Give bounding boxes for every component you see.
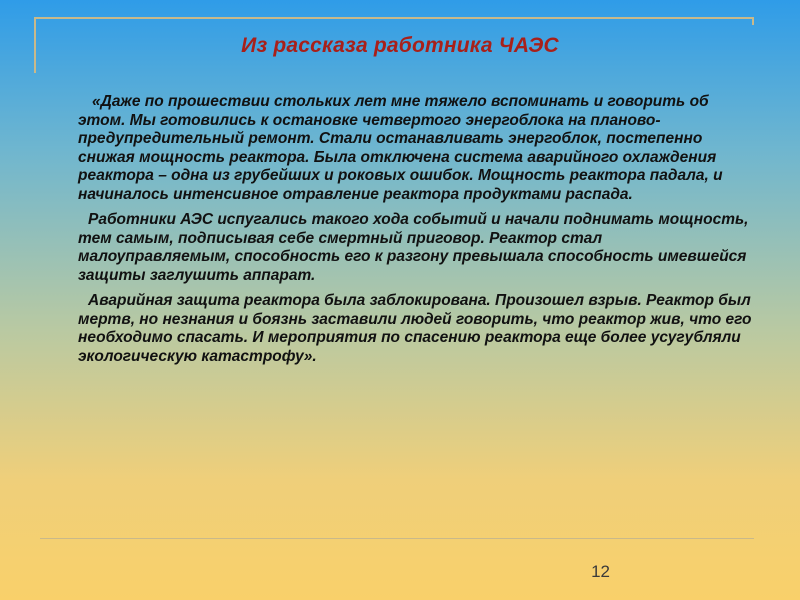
footer-line <box>40 538 754 539</box>
page-number: 12 <box>591 562 610 581</box>
paragraph-2: Работники АЭС испугались такого хода событий и начали поднимать мощность, тем самым, подписывая себе смертный приговор. Реактор стал малоуправляемым, способность его к разгону превышала способность имевшейся защиты заглушить аппарат. <box>78 211 749 284</box>
frame-left-line <box>34 17 36 73</box>
paragraph-1: «Даже по прошествии стольких лет мне тяжело вспоминать и говорить об этом. Мы готовились к остановке четвертого энергоблока на планово-предупредительный ремонт. Стали останавливать энергоблок, постепенно снижая мощность реактора. Была отключена система аварийного охлаждения реактора – одна из грубейших и роковых ошибок. Мощность реактора падала, и начиналось интенсивное отравление реактора продуктами распада. <box>78 93 723 203</box>
slide-body <box>78 93 758 373</box>
paragraph-3: Аварийная защита реактора была заблокирована. Произошел взрыв. Реактор был мертв, но незнания и боязнь заставили людей говорить, что реактор жив, что его необходимо спасать. И мероприятия по спасению реактора еще более усугубляли экологическую катастрофу». <box>78 292 752 365</box>
frame-top-line <box>34 17 754 19</box>
frame-right-line <box>752 17 754 25</box>
slide-title: Из рассказа работника ЧАЭС <box>241 34 559 57</box>
